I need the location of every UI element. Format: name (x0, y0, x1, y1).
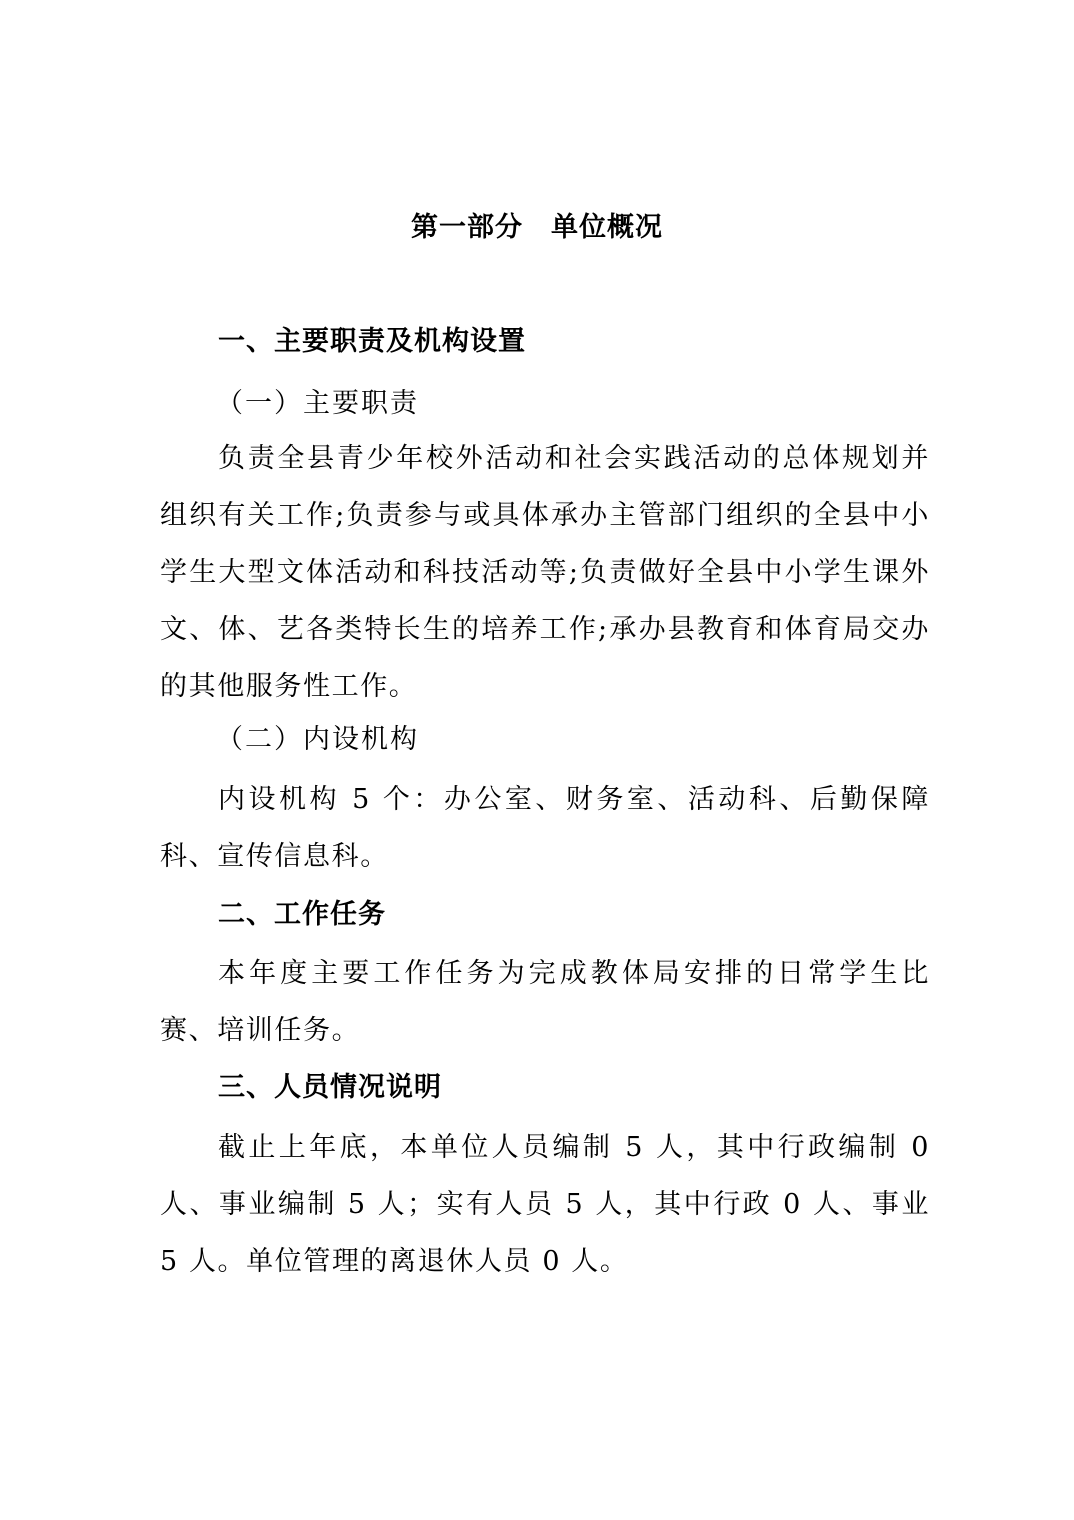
section-heading-work-tasks: 二、工作任务 (218, 899, 386, 930)
page-title: 第一部分 单位概况 (411, 212, 663, 243)
subheading-internal-structure: （二）内设机构 (216, 724, 419, 755)
paragraph-internal-structure: 内设机构 5 个：办公室、财务室、活动科、后勤保障科、宣传信息科。 (160, 784, 930, 872)
paragraph-staffing: 截止上年底，本单位人员编制 5 人，其中行政编制 0 人、事业编制 5 人；实有人员 5 人，其中行政 0 人、事业 5 人。单位管理的离退休人员 0 人。 (160, 1132, 930, 1277)
section-heading-duties-structure: 一、主要职责及机构设置 (218, 326, 526, 357)
section-heading-staffing: 三、人员情况说明 (218, 1072, 442, 1103)
subheading-main-duties: （一）主要职责 (216, 388, 419, 419)
paragraph-work-tasks: 本年度主要工作任务为完成教体局安排的日常学生比赛、培训任务。 (160, 958, 930, 1046)
paragraph-main-duties: 负责全县青少年校外活动和社会实践活动的总体规划并组织有关工作;负责参与或具体承办主管部门组织的全县中小学生大型文体活动和科技活动等;负责做好全县中小学生课外文、体、艺各类特长生的培养工作;承办县教育和体育局交办的其他服务性工作。 (160, 443, 930, 702)
